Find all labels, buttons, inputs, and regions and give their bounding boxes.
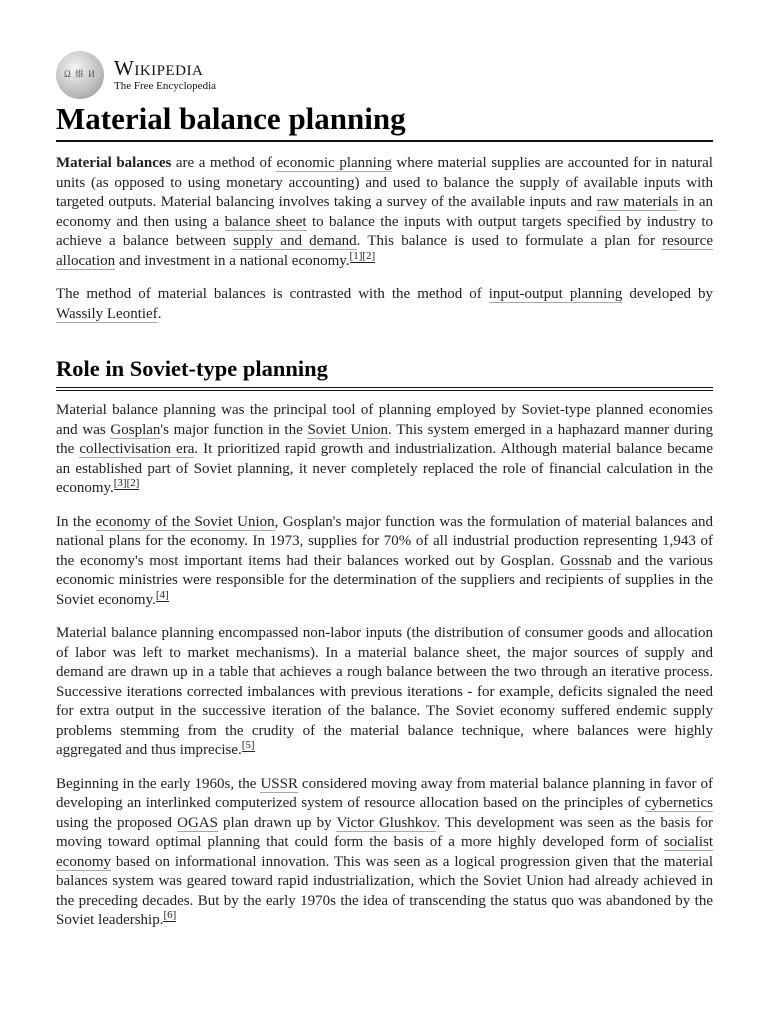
citation-link[interactable]: [6] xyxy=(163,909,177,921)
wiki-link[interactable]: balance sheet xyxy=(224,213,307,230)
citation-link[interactable]: [2] xyxy=(362,249,376,262)
text: based on informational innovation. This was seen as a logical progression given that the material balances system was geared toward rapid industrialization, which the Soviet Union had already achieved in the preceding decades. But by the early 1970s the idea of transcending the status quo was abandoned by the Soviet leadership. xyxy=(56,853,713,928)
citation[interactable] xyxy=(362,250,375,263)
text: . It prioritized rapid growth and industrialization. Although material balance became an established part of Soviet planning, it never completely replaced the role of financial calculation in the economy. xyxy=(56,441,713,496)
wiki-link[interactable]: socialist economy xyxy=(56,834,713,870)
text: developed by xyxy=(622,286,713,302)
text: Material balance planning encompassed non-labor inputs (the distribution of consumer goods and allocation of labor was left to market mechanisms). In a material balance sheet, the major sources of supply and demand are drawn up in a table that achieves a rough balance between the two through an iterative process. Successive iterations corrected imbalances with previous iterations - for example, deficits signaled the need for extra output in the successive iteration of the balance. The Soviet economy suffered endemic supply problems stemming from the crudity of the material balance technique, where balances were highly aggregated and thus imprecise. xyxy=(56,625,713,758)
text: plan drawn up by xyxy=(217,814,337,831)
paragraph xyxy=(56,624,713,761)
text: . xyxy=(157,305,162,322)
citation-link[interactable]: [5] xyxy=(241,739,255,751)
text: and the various economic ministries were responsible for the determination of the suppliers and recipients of supplies in the Soviet economy. xyxy=(56,552,713,608)
wikipedia-logo[interactable] xyxy=(56,52,713,98)
citation[interactable] xyxy=(156,589,169,602)
logo-wordmark: Wikipedia xyxy=(114,56,204,80)
paragraph xyxy=(56,285,713,324)
text: considered moving away from material balance planning in favor of developing an interlinked computerized system of resource allocation based on the principles of xyxy=(56,775,713,811)
citation[interactable] xyxy=(163,909,176,922)
text: to balance the inputs with output targets specified by industry to achieve a balance between xyxy=(56,213,714,249)
text: . This system emerged in a haphazard manner during the xyxy=(56,421,713,457)
text: where material supplies are accounted for in natural units (as opposed to using monetary accounting) and used to balance the supply of available inputs with targeted outputs. Material balancing involves taking a survey of the available inputs and xyxy=(56,155,713,210)
text: The method of material balances is contrasted with the method of xyxy=(56,286,489,302)
text: Material balance planning was the principal tool of planning employed by Soviet-type planned economies and was xyxy=(56,402,713,438)
paragraph xyxy=(56,154,713,271)
text: using the proposed xyxy=(56,814,178,831)
wiki-link[interactable]: resource allocation xyxy=(56,233,713,269)
text: , Gosplan's major function was the formulation of material balances and national plans for the economy. In 1973, supplies for 70% of all industrial production representing 1,943 of the economy's most important items had their balances worked out by Gosplan. xyxy=(56,513,713,569)
citation-link[interactable]: [3] xyxy=(113,477,127,489)
citation[interactable] xyxy=(350,250,363,263)
wiki-link[interactable]: Soviet Union xyxy=(307,421,389,438)
wiki-link[interactable]: cybernetics xyxy=(644,795,713,811)
paragraph xyxy=(56,401,713,499)
intro-section xyxy=(56,154,713,324)
bold-term: Material balances xyxy=(56,155,172,171)
article xyxy=(56,52,713,931)
text: 's major function in the xyxy=(160,421,308,438)
text: In the xyxy=(56,513,96,530)
page-title: Material balance planning xyxy=(56,100,713,142)
text: . This balance is used to formulate a plan for xyxy=(356,233,663,249)
text: and investment in a national economy. xyxy=(115,252,350,269)
section-body xyxy=(56,401,713,931)
citation[interactable] xyxy=(114,477,127,490)
wiki-link[interactable]: Gosplan xyxy=(110,421,161,438)
section-heading: Role in Soviet-type planning xyxy=(56,354,713,391)
wiki-link[interactable]: economy of the Soviet Union xyxy=(95,513,275,530)
wiki-link[interactable]: input-output planning xyxy=(488,286,623,302)
wiki-link[interactable]: OGAS xyxy=(177,814,218,831)
wiki-link[interactable]: collectivisation era xyxy=(79,441,195,457)
citation[interactable] xyxy=(127,477,140,490)
citation[interactable] xyxy=(242,739,255,752)
text: Beginning in the early 1960s, the xyxy=(56,775,261,792)
citation-link[interactable]: [4] xyxy=(155,588,169,601)
wiki-link[interactable]: economic planning xyxy=(276,155,392,171)
wiki-link[interactable]: supply and demand xyxy=(233,233,357,249)
paragraph xyxy=(56,513,713,611)
wiki-link[interactable]: USSR xyxy=(260,775,298,792)
text: . This development was seen as the basis for moving toward optimal planning that could form the basis of a more highly developed form of xyxy=(56,814,713,850)
wiki-link[interactable]: Gossnab xyxy=(560,552,612,569)
logo-tagline: The Free Encyclopedia xyxy=(114,80,217,92)
citation-link[interactable]: [2] xyxy=(126,477,140,489)
text: are a method of xyxy=(171,155,277,171)
wikipedia-globe-icon xyxy=(56,51,104,99)
text: in an economy and then using a xyxy=(56,194,713,230)
wiki-link[interactable]: Victor Glushkov xyxy=(336,814,437,831)
wiki-link[interactable]: raw materials xyxy=(596,194,679,210)
citation-link[interactable]: [1] xyxy=(349,249,363,262)
paragraph xyxy=(56,775,713,931)
wiki-link[interactable]: Wassily Leontief xyxy=(56,305,158,322)
